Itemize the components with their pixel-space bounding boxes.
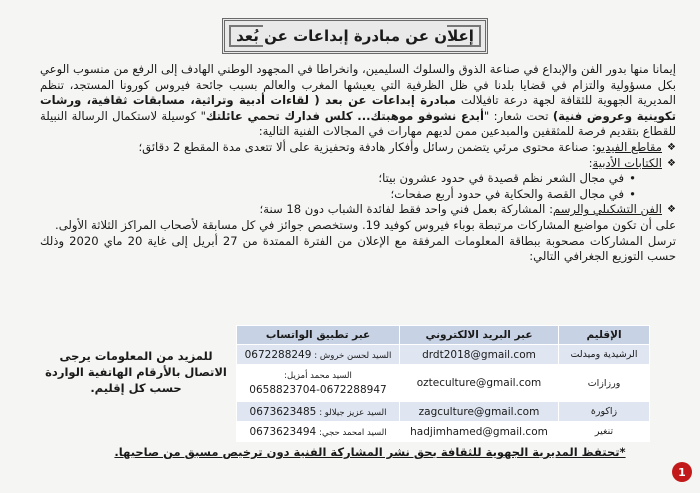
footer-note: *تحتفظ المديرية الجهوية للثقافة بحق نشر المشاركة الفنية دون ترخيص مسبق من صاحبها. (114, 445, 626, 459)
page-number-badge: 1 (672, 462, 692, 482)
category-art (40, 202, 676, 218)
region-cell: الرشيدية وميدلت (559, 345, 650, 365)
phone-number[interactable]: 0672288249 (244, 348, 312, 361)
bullet-icon: • (629, 186, 636, 201)
diamond-bullet-icon: ❖ (667, 157, 676, 169)
ornament-left (229, 25, 263, 47)
intro-text: إيمانا منها بدور الفن والإبداع في صناعة الذوق والسلوك السليمين، وانخراطا في المجهود الوطني الهادف إلى الرفع من منسوب الوعي بكل مسؤولية والتزام في قضايا بلدنا في ظل الظرفية التي يعيشها المغرب والعالم بسبب جائحة فيروس كورونا المستجد، تنظم المديرية الجهوية للثقافة لجهة درعة تافيلالت (40, 62, 676, 108)
category-text: : (588, 155, 593, 170)
whatsapp-cell (237, 402, 400, 422)
category-text: : المشاركة بعمل فني واحد فقط لفائدة الشباب دون 18 سنة؛ (259, 202, 553, 217)
email-cell[interactable]: drdt2018@gmail.com (400, 345, 559, 365)
whatsapp-cell (237, 422, 400, 442)
contact-name: السيد محمد أمزيل: (284, 370, 352, 381)
category-text: : صناعة محتوى مرئي يتضمن رسائل وأفكار هادفة وتحفيزية على ألا تتعدى مدة المقطع 2 دقائق؛ (138, 139, 596, 154)
table-row (237, 402, 650, 422)
topics-paragraph: على أن تكون مواضيع المشاركات مرتبطة بوباء فيروس كوفيد 19. وستخصص جوائز في كل مسابقة لأصحاب المراكز الثلاثة الأولى. (55, 217, 676, 232)
category-label: مقاطع الفيديو (595, 139, 662, 154)
category-video (40, 140, 676, 156)
diamond-bullet-icon: ❖ (667, 204, 676, 216)
contact-name: السيد عزيز جيلالو : (319, 407, 387, 418)
phone-number[interactable]: 0673623485 (249, 405, 317, 418)
intro-paragraph (40, 62, 676, 140)
initiative-name: مبادرة إبداعات عن بعد ( لقاءات أدبية وتراثية، مسابقات ثقافية، ورشات تكوينية وعروض فنية) (40, 93, 676, 123)
literary-item (40, 187, 636, 203)
email-cell[interactable]: zagculture@gmail.com (400, 402, 559, 422)
literary-item-text: في مجال القصة والحكاية في حدود أربع صفحات؛ (390, 186, 624, 201)
table-row (237, 422, 650, 442)
region-cell: زاكورة (559, 402, 650, 422)
slogan-prefix: تحت شعار: " (483, 108, 549, 123)
announcement-body (40, 62, 676, 265)
literary-item (40, 171, 636, 187)
contact-name: السيد لحسن خروش : (314, 350, 392, 361)
category-label: الكتابات الأدبية (592, 155, 662, 170)
header-email: عبر البريد الالكتروني (400, 326, 559, 345)
whatsapp-cell (237, 345, 400, 365)
header-region: الإقليم (559, 326, 650, 345)
more-info-note: للمزيد من المعلومات يرجى الاتصال بالأرقام الهاتفية الواردة حسب كل إقليم. (45, 349, 227, 395)
email-cell[interactable]: hadjimhamed@gmail.com (400, 422, 559, 442)
table-row (237, 345, 650, 365)
literary-item-text: في مجال الشعر نظم قصيدة في حدود عشرون بيتا؛ (378, 171, 624, 186)
table-row (237, 365, 650, 402)
page-title: إعلان عن مبادرة إبداعات عن بُعد (236, 27, 474, 45)
header-whatsapp: عبر تطبيق الواتساب (237, 326, 400, 345)
submission-paragraph: ترسل المشاركات مصحوبة ببطاقة المعلومات المرفقة مع الإعلان من الفترة الممتدة من 27 أبريل إلى غاية 20 ماي 2020 وذلك حسب التوزيع الجغرافي التالي: (40, 233, 676, 264)
whatsapp-cell (237, 365, 400, 402)
region-cell: تنغير (559, 422, 650, 442)
bullet-icon: • (629, 171, 636, 186)
region-cell: ورزازات (559, 365, 650, 402)
slogan: أبدع نشوفو موهبتك... كلس فدارك تحمي عائلتك (205, 108, 484, 123)
phone-number[interactable]: 0658823704-0672288947 (249, 383, 387, 396)
regions-table (236, 325, 650, 442)
phone-number[interactable]: 0673623494 (249, 425, 317, 438)
intro-end: " كوسيلة لاستكمال الرسالة النبيلة للقطاع بتقديم فرصة للمثقفين والمبدعين ممن لديهم مهارات في المجالات الفنية التالية: (40, 108, 676, 139)
category-label: الفن التشكيلي والرسم (553, 202, 662, 217)
email-cell[interactable]: ozteculture@gmail.com (400, 365, 559, 402)
contact-name: السيد امحمد حجي: (319, 427, 387, 438)
title-frame (222, 18, 488, 54)
diamond-bullet-icon: ❖ (667, 141, 676, 153)
category-literary (40, 156, 676, 172)
ornament-right (447, 25, 481, 47)
table-header-row (237, 326, 650, 345)
